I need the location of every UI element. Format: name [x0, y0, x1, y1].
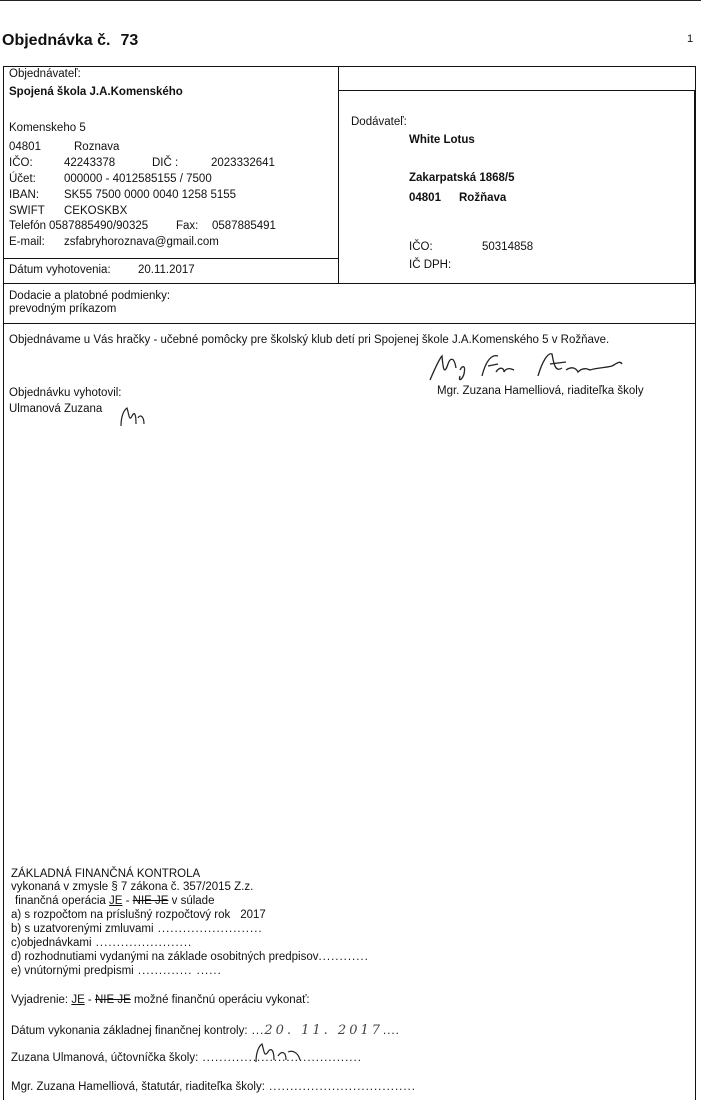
accountant-dots: ......................................: [198, 1052, 362, 1064]
control-date-dots: ...: [247, 1025, 265, 1037]
control-item-c-text: c)objednávkami: [11, 937, 92, 949]
accountant-signature: [252, 1040, 304, 1066]
page-number: 1: [687, 33, 694, 45]
supplier-ico: 50314858: [482, 241, 534, 253]
control-director-line: [11, 1081, 416, 1093]
order-text: Objednávame u Vás hračky - učebné pomôcky pre školský klub detí pri Spojenej škole J.A.Komenského 5 v Rožňave.: [9, 334, 610, 346]
control-item-e-text: e) vnútornými predpismi: [11, 965, 134, 977]
orderer-dic: 2023332641: [211, 157, 275, 169]
date-value: 20.11.2017: [138, 264, 195, 276]
statement-nieje-option: NIE JE: [94, 994, 131, 1006]
control-accountant-line: [11, 1052, 362, 1064]
director-statutory-dots: ...................................: [264, 1081, 416, 1093]
preparer-signature: [118, 402, 148, 430]
statement-label: Vyjadrenie:: [11, 994, 72, 1006]
control-heading: ZÁKLADNÁ FINANČNÁ KONTROLA: [11, 868, 201, 880]
supplier-icdph-label: IČ DPH:: [409, 259, 452, 271]
control-line2: [15, 895, 214, 907]
orderer-email: zsfabryhoroznava@gmail.com: [64, 236, 219, 248]
control-item-a: [11, 909, 266, 921]
control-line2-text: finančná operácia: [15, 895, 109, 907]
control-item-a-text: a) s rozpočtom na príslušný rozpočtový rok: [11, 909, 231, 921]
control-statement: [11, 994, 310, 1006]
supplier-top-divider: [338, 90, 696, 91]
control-item-d-dots: ............: [318, 951, 369, 963]
prepared-by-name: Ulmanová Zuzana: [9, 403, 103, 415]
director-signature: [426, 346, 646, 386]
orderer-city: Roznava: [74, 141, 120, 153]
control-line2-end: v súlade: [168, 895, 215, 907]
order-number: 73: [120, 32, 139, 49]
terms-top-divider: [3, 283, 696, 284]
orderer-fax: 0587885491: [212, 220, 276, 232]
control-line1: vykonaná v zmysle § 7 zákona č. 357/2015 Z.z.: [11, 881, 254, 893]
control-item-d-text: d) rozhodnutiami vydanými na základe osobitných predpisov: [11, 951, 319, 963]
control-item-b: [11, 923, 263, 935]
date-divider: [3, 258, 338, 259]
control-date-label: Dátum vykonania základnej finančnej kontroly:: [11, 1025, 248, 1037]
orderer-name: Spojená škola J.A.Komenského: [9, 86, 183, 98]
orderer-iban-label: IBAN:: [9, 189, 40, 201]
control-item-b-text: b) s uzatvorenými zmluvami: [11, 923, 154, 935]
statement-text: možné finančnú operáciu vykonať:: [130, 994, 310, 1006]
page-title: [2, 32, 138, 50]
orderer-email-label: E-mail:: [9, 236, 45, 248]
statement-je-option: JE: [71, 994, 85, 1006]
orderer-ico-label: IČO:: [9, 157, 33, 169]
control-item-e: [11, 965, 222, 977]
orderer-swift: CEKOSKBX: [64, 205, 128, 217]
prepared-by-label: Objednávku vyhotovil:: [9, 387, 122, 399]
statement-separator: -: [84, 994, 95, 1006]
orderer-street: Komenskeho 5: [9, 122, 86, 134]
supplier-right-border: [694, 90, 695, 283]
control-item-c-dots: .......................: [91, 937, 193, 949]
orderer-phone-label: Telefón: [9, 220, 47, 232]
orderer-label: Objednávateľ:: [9, 68, 81, 80]
supplier-zip: 04801: [409, 192, 441, 204]
orderer-account-label: Účet:: [9, 173, 36, 185]
title-label: Objednávka č.: [2, 32, 111, 49]
terms-value: prevodným príkazom: [9, 303, 117, 315]
control-item-c: [11, 937, 192, 949]
supplier-label: Dodávateľ:: [351, 116, 407, 128]
orderer-ico: 42243378: [64, 157, 116, 169]
control-date-dots-end: ....: [383, 1025, 400, 1037]
date-label: Dátum vyhotovenia:: [9, 264, 111, 276]
terms-bottom-divider: [3, 323, 696, 324]
orderer-phone: 0587885490/90325: [49, 220, 149, 232]
column-divider: [338, 66, 339, 284]
director-statutory-label: Mgr. Zuzana Hamelliová, štatutár, riaditeľka školy:: [11, 1081, 265, 1093]
supplier-street: Zakarpatská 1868/5: [409, 172, 515, 184]
control-nieje-option: NIE JE: [132, 895, 169, 907]
control-item-d: [11, 951, 369, 963]
control-date-handwritten: 20. 11. 2017: [264, 1023, 384, 1038]
control-separator: -: [122, 895, 133, 907]
supplier-city: Rožňava: [459, 192, 507, 204]
orderer-account: 000000 - 4012585155 / 7500: [64, 173, 212, 185]
control-date-line: [11, 1023, 400, 1038]
terms-label: Dodacie a platobné podmienky:: [9, 290, 171, 302]
orderer-zip: 04801: [9, 141, 41, 153]
supplier-name: White Lotus: [409, 134, 475, 146]
orderer-swift-label: SWIFT: [9, 205, 45, 217]
control-item-a-year: 2017: [240, 909, 266, 921]
control-je-option: JE: [108, 895, 123, 907]
director-name: Mgr. Zuzana Hamelliová, riaditeľka školy: [437, 385, 644, 397]
orderer-dic-label: DIČ :: [152, 157, 179, 169]
top-border: [0, 0, 701, 1]
control-item-e-dots: ............. ......: [133, 965, 222, 977]
orderer-fax-label: Fax:: [176, 220, 199, 232]
accountant-label: Zuzana Ulmanová, účtovníčka školy:: [11, 1052, 199, 1064]
supplier-ico-label: IČO:: [409, 241, 433, 253]
orderer-iban: SK55 7500 0000 0040 1258 5155: [64, 189, 237, 201]
control-item-b-dots: .........................: [153, 923, 263, 935]
